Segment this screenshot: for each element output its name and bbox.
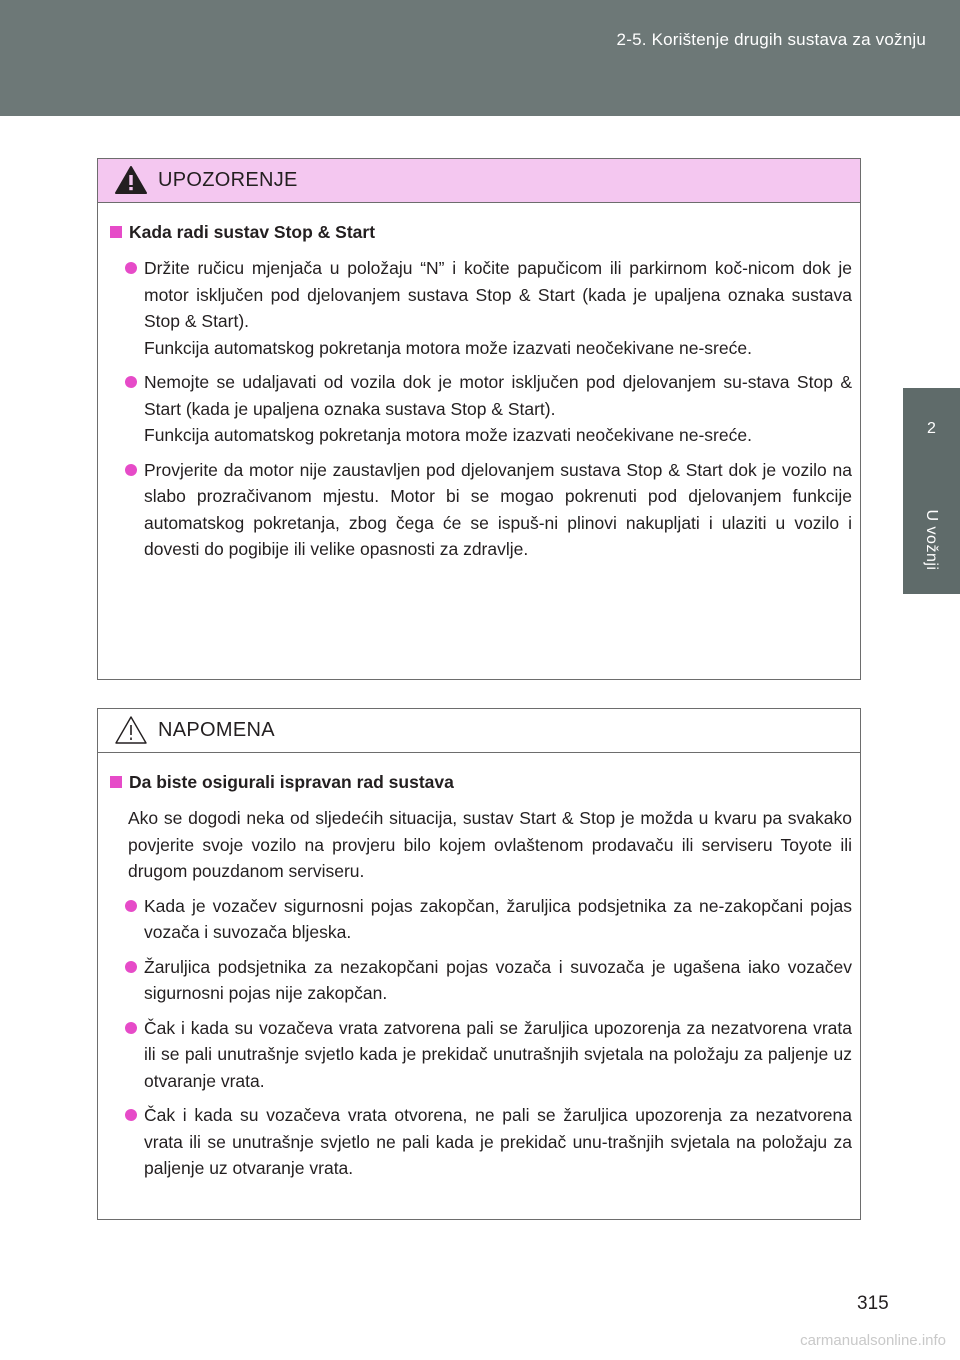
round-bullet-icon [125,961,137,973]
round-bullet-icon [125,1109,137,1121]
round-bullet-icon [125,464,137,476]
bullet-text: Čak i kada su vozačeva vrata otvorena, ne pali se žaruljica upozorenja za nezatvorena vrata ili se unutrašnje svjetlo ne pali kada je prekidač unu-trašnjih svjetala na položaju za paljenje uz otvaranje vrata. [144,1105,852,1178]
list-item [109,457,852,563]
side-tab-gap [903,116,960,388]
bullet-text: Žaruljica podsjetnika za nezakopčani pojas vozača i suvozača je ugašena iako vozačev sigurnosni pojas nije zakopčan. [144,956,852,1003]
warning-title: UPOZORENJE [158,169,298,191]
round-bullet-icon [125,262,137,274]
warning-box-header [98,159,860,203]
bullet-text: Čak i kada su vozačeva vrata zatvorena pali se žaruljica upozorenja za nezatvorena vrata ili se pali unutrašnje svjetlo kada je prekidač unutrašnjih svjetala na položaju za paljenje uz otvaranje vrata. [144,1017,852,1091]
notice-box-header [98,709,860,753]
page-number: 315 [857,1293,889,1314]
list-item [109,255,852,361]
bullet-text: Nemojte se udaljavati od vozila dok je motor isključen pod djelovanjem su-stava Stop & Start (kada je upaljena oznaka sustava Stop & Start). [144,372,852,419]
notice-box [97,708,861,1220]
list-item [109,893,852,946]
round-bullet-icon [125,900,137,912]
bullet-text: Držite ručicu mjenjača u položaju “N” i kočite papučicom ili parkirnom koč-nicom dok je motor isključen pod djelovanjem sustava Stop & Start (kada je upaljena oznaka sustava Stop & Start). [144,258,852,331]
list-item [109,1015,852,1095]
list-item [109,954,852,1007]
round-bullet-icon [125,1022,137,1034]
square-bullet-icon [110,776,122,788]
notice-section-heading: Da biste osigurali ispravan rad sustava [109,769,852,795]
notice-body [98,753,860,1182]
bullet-text: Provjerite da motor nije zaustavljen pod djelovanjem sustava Stop & Start dok je vozilo na slabo prozračivanom mjestu. Motor bi se mogao pokrenuti pod djelovanjem funkcije automatskog pokretanja, zbog čega će se ispuš-ni plinovi nakupljati i ulaziti u vozilo i dovesti do pogibije ili velike opasnosti za zdravlje. [144,459,852,559]
chapter-number: 2 [927,420,936,437]
header-band [0,0,960,116]
watermark: carmanualsonline.info [800,1332,946,1349]
bullet-text: Funkcija automatskog pokretanja motora može izazvati neočekivane ne-sreće. [144,337,752,358]
bullet-text: Kada je vozačev sigurnosni pojas zakopčan, žaruljica podsjetnika za ne-zakopčani pojas vozača i suvozača bljeska. [144,895,852,942]
notice-intro: Ako se dogodi neka od sljedećih situacija, sustav Start & Stop je možda u kvaru pa svakako povjerite svoje vozilo na provjeru bilo kojem ovlaštenom prodavaču ili serviseru Toyote ili drugom pouzdanom serviseru. [128,808,852,881]
caution-outline-triangle-icon [114,715,148,745]
warning-triangle-icon [114,165,148,195]
square-bullet-icon [110,226,122,238]
notice-title: NAPOMENA [158,719,275,741]
round-bullet-icon [125,376,137,388]
chapter-label: U vožnji [923,509,940,571]
list-item [109,1102,852,1182]
section-title: 2-5. Korištenje drugih sustava za vožnju [616,30,926,49]
warning-section-heading: Kada radi sustav Stop & Start [109,219,852,245]
warning-body [98,203,860,563]
warning-box [97,158,861,680]
bullet-text: Funkcija automatskog pokretanja motora može izazvati neočekivane ne-sreće. [144,425,752,445]
list-item [109,369,852,449]
